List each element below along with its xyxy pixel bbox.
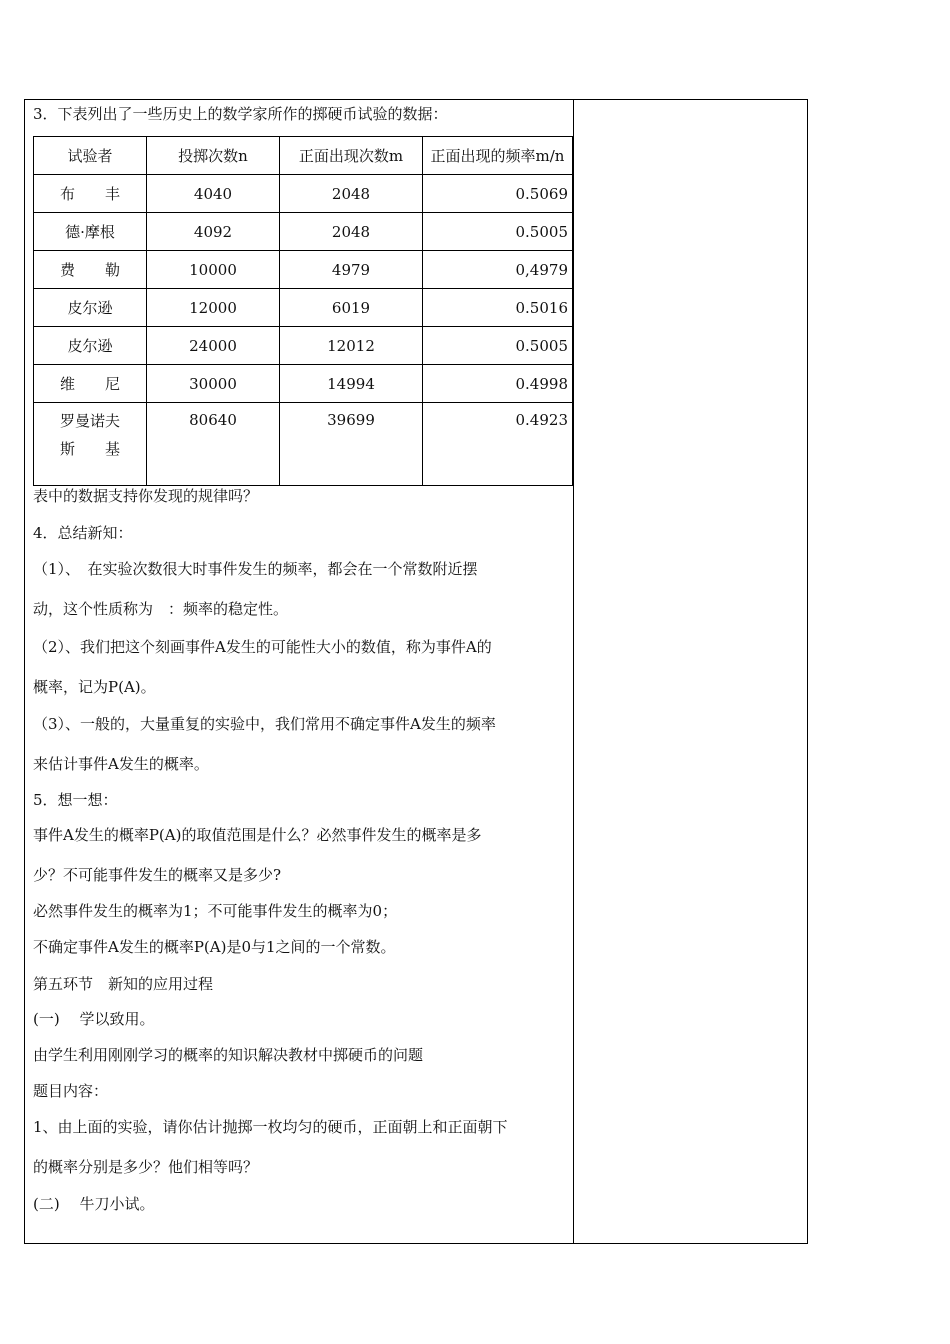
cell-frequency: 0.5005 (423, 327, 573, 365)
column-divider (573, 100, 574, 1243)
text-line: （1）、 在实验次数很大时事件发生的频率，都会在一个常数附近摆 (33, 560, 478, 578)
cell-m: 14994 (280, 365, 423, 403)
cell-name: 布 丰 (34, 175, 147, 213)
coin-toss-table (33, 136, 573, 486)
cell-n: 4092 (147, 213, 280, 251)
text-line: 表中的数据支持你发现的规律吗？ (33, 487, 259, 505)
cell-n: 10000 (147, 251, 280, 289)
text-line: 少？不可能事件发生的概率又是多少? (33, 866, 282, 884)
text-line: 的概率分别是多少？他们相等吗？ (33, 1158, 259, 1176)
cell-m: 6019 (280, 289, 423, 327)
cell-frequency: 0.4923 (423, 403, 573, 486)
cell-frequency: 0.4998 (423, 365, 573, 403)
cell-frequency: 0.5069 (423, 175, 573, 213)
cell-n: 30000 (147, 365, 280, 403)
text-line: 必然事件发生的概率为1；不可能事件发生的概率为0； (33, 902, 398, 920)
cell-n: 4040 (147, 175, 280, 213)
content-frame (24, 99, 808, 1244)
cell-m: 2048 (280, 213, 423, 251)
cell-frequency: 0.5016 (423, 289, 573, 327)
text-line: 由学生利用刚刚学习的概率的知识解决教材中掷硬币的问题 (33, 1046, 424, 1064)
table-header-row (34, 137, 573, 175)
header-heads: 正面出现次数m (280, 137, 423, 175)
cell-name: 皮尔逊 (34, 289, 147, 327)
section-heading: 第五环节 新知的应用过程 (33, 975, 214, 993)
table-row (34, 403, 573, 486)
text-line: 动，这个性质称为 ：频率的稳定性。 (33, 600, 289, 618)
text-line: 不确定事件A发生的概率P(A)是0与1之间的一个常数。 (33, 938, 396, 956)
table-row (34, 365, 573, 403)
cell-frequency: 0.5005 (423, 213, 573, 251)
cell-n: 12000 (147, 289, 280, 327)
table-row (34, 327, 573, 365)
table-row (34, 175, 573, 213)
table-row (34, 251, 573, 289)
text-line: （2）、我们把这个刻画事件A发生的可能性大小的数值，称为事件A的 (33, 638, 492, 656)
text-line: （3）、一般的，大量重复的实验中，我们常用不确定事件A发生的频率 (33, 715, 496, 733)
cell-n: 24000 (147, 327, 280, 365)
text-line: 事件A发生的概率P(A)的取值范围是什么？必然事件发生的概率是多 (33, 826, 482, 844)
text-line: (二) 牛刀小试。 (33, 1195, 155, 1213)
table-row (34, 289, 573, 327)
section-heading: 5．想一想： (33, 791, 118, 809)
text-line: 1、由上面的实验，请你估计抛掷一枚均匀的硬币，正面朝上和正面朝下 (33, 1118, 508, 1136)
section-heading: 4．总结新知： (33, 524, 133, 542)
text-line: (一) 学以致用。 (33, 1010, 155, 1028)
text-line: 来估计事件A发生的概率。 (33, 755, 209, 773)
cell-frequency: 0,4979 (423, 251, 573, 289)
cell-m: 4979 (280, 251, 423, 289)
cell-name: 皮尔逊 (34, 327, 147, 365)
cell-name-line1: 罗曼诺夫 (59, 412, 120, 430)
cell-name: 德·摩根 (34, 213, 147, 251)
text-line: 题目内容： (33, 1082, 109, 1100)
header-tosses: 投掷次数n (147, 137, 280, 175)
cell-name: 费 勒 (34, 251, 147, 289)
header-experimenter: 试验者 (34, 137, 147, 175)
cell-m: 39699 (280, 403, 423, 486)
header-frequency: 正面出现的频率m/n (423, 137, 573, 175)
text-line: 概率，记为P(A)。 (33, 678, 156, 696)
intro-text: 3．下表列出了一些历史上的数学家所作的掷硬币试验的数据： (33, 105, 448, 123)
cell-name-line2: 斯 基 (59, 440, 120, 458)
table-row (34, 213, 573, 251)
cell-m: 2048 (280, 175, 423, 213)
cell-m: 12012 (280, 327, 423, 365)
cell-name (34, 403, 147, 486)
cell-n: 80640 (147, 403, 280, 486)
cell-name: 维 尼 (34, 365, 147, 403)
